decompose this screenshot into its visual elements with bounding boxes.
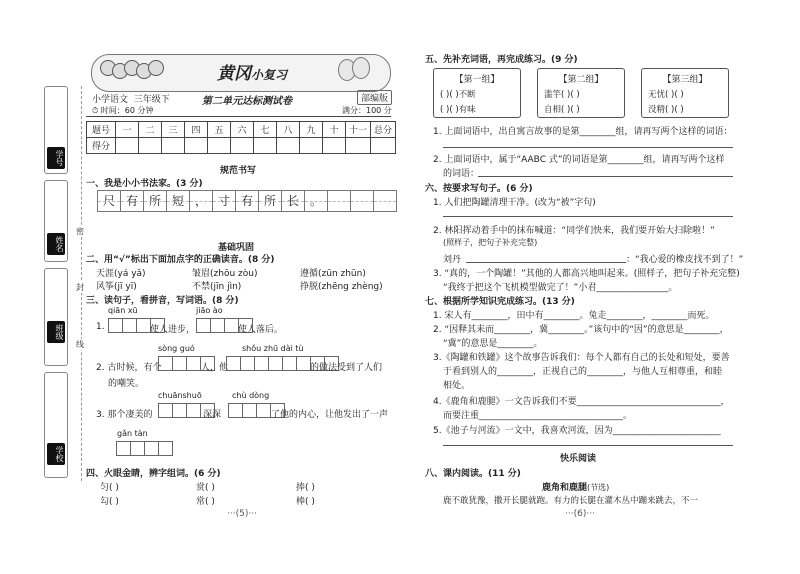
q2-item: 挣脱(zhēng zhèng) xyxy=(300,282,383,292)
score-cell[interactable] xyxy=(371,138,396,154)
time-label: ⏱ 时间：60 分钟 xyxy=(92,106,154,115)
q3-item-2-text: 2. 古时候，有个 xyxy=(96,363,162,373)
group-title: 【第三组】 xyxy=(662,75,708,85)
reading-title: 鹿角和鹿腿(节选) xyxy=(542,483,610,493)
edition-badge: 部编版 xyxy=(357,90,392,105)
student-id-label: 学号 xyxy=(47,147,65,169)
q6-3: 3. “真的，一个陶罐！”其他的人都高兴地叫起来。(照样子，把句子补充完整) xyxy=(433,269,740,279)
group-line: ( )( )有味 xyxy=(440,105,476,115)
score-header-cell: 五 xyxy=(208,122,231,138)
q6-example-name: 刘丹 xyxy=(443,255,462,265)
name-label: 姓名 xyxy=(47,233,65,255)
writing-cell: 长 xyxy=(281,190,305,212)
answer-line[interactable] xyxy=(443,147,733,148)
answer-line[interactable] xyxy=(478,176,733,177)
q2-item: 皱眉(zhōu zòu) xyxy=(192,269,258,279)
q1-writing-grid xyxy=(97,190,396,212)
pinyin: sòng guó xyxy=(158,344,195,353)
group-title: 【第二组】 xyxy=(558,75,604,85)
score-cell[interactable] xyxy=(116,138,139,154)
q7-4: 4.《鹿角和鹿腿》一文告诉我们不要________________________________， xyxy=(433,397,730,407)
pinyin: jiāo ào xyxy=(196,306,223,315)
answer-line[interactable] xyxy=(443,445,733,446)
group-title: 【第一组】 xyxy=(454,75,500,85)
q4-item: 赏( ) xyxy=(196,483,215,493)
score-header-cell: 总分 xyxy=(371,122,396,138)
score-header-cell: 三 xyxy=(162,122,185,138)
q3-item-2-end: 的嘲笑。 xyxy=(108,379,145,389)
subject-line: 小学语文 三年级下 xyxy=(92,95,170,105)
writing-cell: 所 xyxy=(143,190,167,212)
header-banner xyxy=(91,54,391,92)
page-number-right: ···(6)··· xyxy=(565,509,595,519)
q2-item: 遵循(zūn zhūn) xyxy=(300,269,366,279)
score-header-cell: 十 xyxy=(323,122,346,138)
q3-item-2-text: 的做法受到了人们 xyxy=(310,363,383,373)
pinyin: shǒu zhū dài tù xyxy=(242,344,304,353)
empty-writing-cell[interactable] xyxy=(327,190,351,212)
score-cell[interactable] xyxy=(254,138,277,154)
writing-cell: ， xyxy=(189,190,213,212)
q7-4b: 而要注重________________________________。 xyxy=(443,411,633,421)
q6-2-note: (照样子，把句子补充完整) xyxy=(443,238,538,247)
q4-item: 棒( ) xyxy=(296,497,315,507)
q3-item-3-text: 深深 xyxy=(203,410,222,420)
empty-writing-cell[interactable] xyxy=(373,190,397,212)
q7-5: 5.《池子与河流》一文中，我喜欢河流，因为________________________ xyxy=(433,426,721,436)
pinyin: chù dòng xyxy=(232,391,270,400)
reading-text: 鹿不敢犹豫，撒开长腿就跑。有力的长腿在灌木丛中蹦来跳去，不一 xyxy=(443,496,699,506)
writing-cell: 短 xyxy=(166,190,190,212)
header-rule xyxy=(86,116,391,117)
score-header-cell: 九 xyxy=(300,122,323,138)
binding-strip xyxy=(44,86,68,478)
score-cell[interactable] xyxy=(231,138,254,154)
q3-item-1-num: 1. xyxy=(96,322,105,332)
word-group-2 xyxy=(537,68,625,118)
q5-2: 2. 上面词语中，属于“AABC 式”的词语是第________组，请再写两个这样 xyxy=(433,155,725,165)
answer-line[interactable] xyxy=(466,262,626,263)
seal-word-1: 密 xyxy=(76,227,84,236)
group-line: ( )( )不断 xyxy=(440,90,476,100)
writing-cell: 尺 xyxy=(97,190,121,212)
group-line: 没精( )( ) xyxy=(648,105,684,115)
q4-item: 匀( ) xyxy=(100,483,119,493)
score-table xyxy=(86,121,396,154)
q4-item: 捧( ) xyxy=(296,483,315,493)
q4-item: 勾( ) xyxy=(100,497,119,507)
score-header-cell: 四 xyxy=(185,122,208,138)
q6-title: 六、按要求写句子。(6 分) xyxy=(425,184,533,194)
group-line: 自相( )( ) xyxy=(544,105,580,115)
score-cell[interactable] xyxy=(208,138,231,154)
q6-example-quote: ：“我心爱的橡皮找不到了！” xyxy=(626,255,744,265)
score-header-cell: 七 xyxy=(254,122,277,138)
pinyin: gǎn tàn xyxy=(117,429,148,438)
score-cell[interactable] xyxy=(300,138,323,154)
group-line: 无忧( )( ) xyxy=(648,90,684,100)
score-header-cell: 题号 xyxy=(87,122,116,138)
exam-title: 第二单元达标测试卷 xyxy=(202,96,292,107)
q2-title: 二、用“√”标出下面加点字的正确读音。(8 分) xyxy=(86,255,275,265)
score-cell[interactable] xyxy=(346,138,371,154)
score-header-cell: 一 xyxy=(116,122,139,138)
q7-2b: “冀”的意思是________。 xyxy=(443,339,543,349)
answer-boxes[interactable] xyxy=(116,441,172,456)
q7-title: 七、根据所学知识完成练习。(13 分) xyxy=(425,297,575,307)
name-box[interactable] xyxy=(44,180,68,262)
section-basics: 基础巩固 xyxy=(218,243,255,253)
clock-icon: ⏱ xyxy=(92,106,99,115)
seal-word-3: 线 xyxy=(76,340,84,349)
q6-2: 2. 林阳挥动着手中的抹布喊道：“同学们快来，我们要开始大扫除啦！” xyxy=(433,226,715,236)
score-header-cell: 十一 xyxy=(346,122,371,138)
score-cell[interactable] xyxy=(323,138,346,154)
q2-item: 不禁(jīn jìn) xyxy=(192,282,242,292)
score-header-cell: 二 xyxy=(139,122,162,138)
section-reading: 快乐阅读 xyxy=(560,454,597,464)
score-row-label: 得分 xyxy=(87,138,116,154)
class-box[interactable] xyxy=(44,268,68,366)
q1-title: 一、我是小小书法家。(3 分) xyxy=(86,179,203,189)
writing-cell: 所 xyxy=(258,190,282,212)
writing-cell: 有 xyxy=(120,190,144,212)
school-label: 学校 xyxy=(47,443,65,465)
q6-3b: “我终于把这个飞机模型做完了！”小君________________。 xyxy=(443,283,678,293)
q4-title: 四、火眼金睛，辨字组词。(6 分) xyxy=(86,469,221,479)
page-number-left: ···(5)··· xyxy=(227,509,257,519)
q7-2: 2. “因释其耒而________，冀________。”该句中的“因”的意思是________， xyxy=(433,325,729,335)
score-cell[interactable] xyxy=(277,138,300,154)
seal-word-2: 封 xyxy=(76,283,84,292)
q3-item-3-text: 了他的内心，让他发出了一声 xyxy=(271,410,389,420)
score-cell[interactable] xyxy=(162,138,185,154)
q2-item: 风筝(jī yī) xyxy=(96,282,137,292)
q8-title: 八、课内阅读。(11 分) xyxy=(425,469,521,479)
pinyin: chuānshuō xyxy=(158,391,202,400)
score-cell[interactable] xyxy=(139,138,162,154)
banner-title: 黄冈小复习 xyxy=(217,64,288,84)
q3-item-1-text: 使人进步， xyxy=(150,325,196,335)
school-box[interactable] xyxy=(44,372,68,478)
q5-title: 五、先补充词语，再完成练习。(9 分) xyxy=(425,55,578,65)
q3-title: 三、读句子，看拼音，写词语。(8 分) xyxy=(86,296,239,306)
score-label: 满分：100 分 xyxy=(342,106,392,115)
q5-1: 1. 上面词语中，出自寓言故事的是第________组，请再写两个这样的词语： xyxy=(433,127,733,137)
score-header-cell: 六 xyxy=(231,122,254,138)
section-writing: 规范书写 xyxy=(220,166,257,176)
writing-cell: 寸 xyxy=(212,190,236,212)
q7-1: 1. 宋人有________，田中有________。兔走________，________而死。 xyxy=(433,311,715,321)
q7-3b: 于看到别人的________，正视自己的________，与他人互相尊重，和睦 xyxy=(443,367,723,377)
pinyin: qiān xū xyxy=(108,306,138,315)
q7-3: 3.《陶罐和铁罐》这个故事告诉我们：每个人都有自己的长处和短处，要善 xyxy=(433,353,730,363)
student-id-box[interactable] xyxy=(44,86,68,174)
q5-2b: 的词语： xyxy=(443,169,480,179)
q6-1: 1. 人们把陶罐清理干净。(改为“被”字句) xyxy=(433,198,596,208)
q4-item: 常( ) xyxy=(196,497,215,507)
group-line: 滥竽( )( ) xyxy=(544,90,580,100)
writing-cell: 。 xyxy=(304,190,328,212)
q3-item-3-text: 3. 那个凄美的 xyxy=(96,410,153,420)
score-cell[interactable] xyxy=(185,138,208,154)
q2-item: 天涯(yá yǎ) xyxy=(96,269,146,279)
answer-line[interactable] xyxy=(443,216,733,217)
balloons-illustration xyxy=(338,57,378,87)
score-header-cell: 八 xyxy=(277,122,300,138)
class-label: 班级 xyxy=(47,321,65,343)
word-group-3 xyxy=(641,68,729,118)
writing-cell: 有 xyxy=(235,190,259,212)
kids-illustration xyxy=(100,60,170,86)
q3-item-2-text: 人，他 xyxy=(201,363,229,373)
empty-writing-cell[interactable] xyxy=(350,190,374,212)
q3-item-1-text: 使人落后。 xyxy=(238,325,284,335)
word-group-1 xyxy=(433,68,521,118)
q7-3c: 相处。 xyxy=(443,381,471,391)
